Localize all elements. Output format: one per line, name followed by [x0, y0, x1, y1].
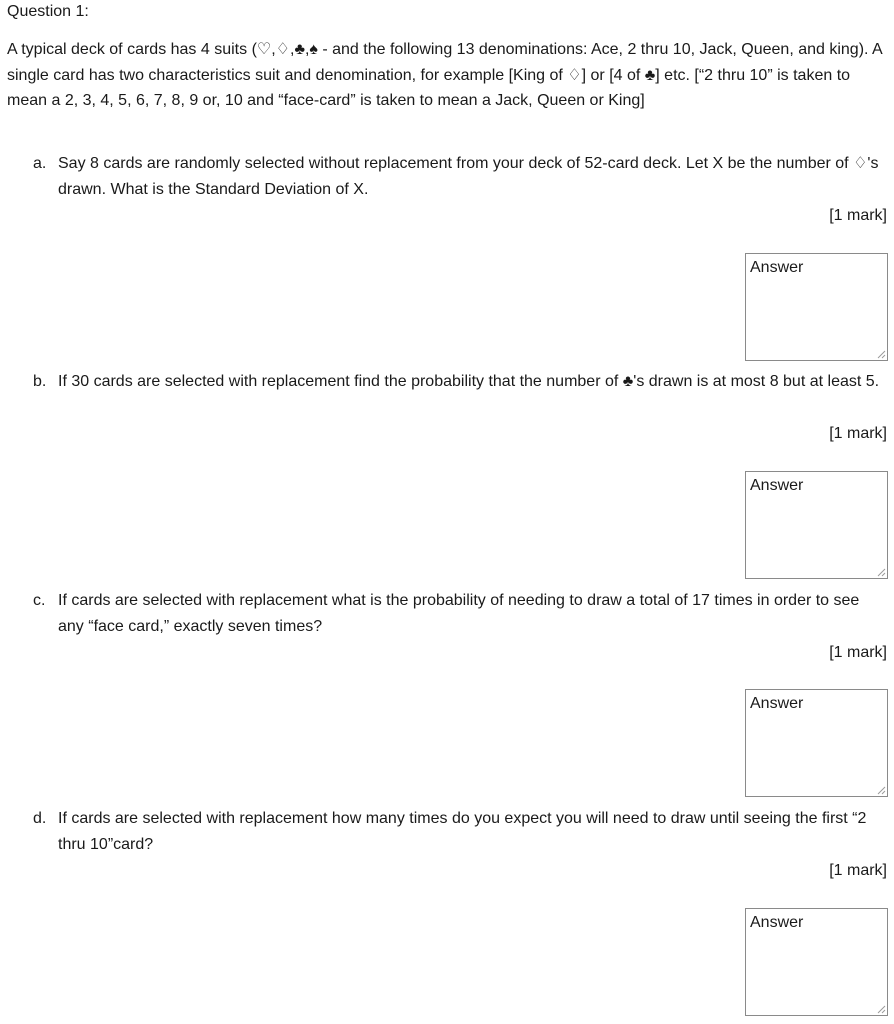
answer-input[interactable] [745, 689, 888, 797]
answer-input[interactable] [745, 253, 888, 361]
resize-grip-icon[interactable] [877, 350, 886, 359]
question-title: Question 1: [7, 3, 89, 20]
answer-input[interactable] [745, 471, 888, 579]
part-question-text: If 30 cards are selected with replacement find the probability that the number of ♣'s drawn is at most 8 but at least 5. [58, 373, 880, 390]
part-letter: a. [33, 155, 47, 172]
answer-placeholder: Answer [750, 695, 804, 712]
answer-input[interactable] [745, 908, 888, 1016]
part-letter: b. [33, 373, 47, 390]
part-letter: c. [33, 592, 46, 609]
mark-label: [1 mark] [829, 425, 887, 442]
mark-label: [1 mark] [829, 644, 887, 661]
part-letter: d. [33, 810, 47, 827]
question-intro: A typical deck of cards has 4 suits (♡,♢,♣,♠ - and the following 13 denominations: Ace, 2 thru 10, Jack, Queen, and king). A single card has two characteristics suit and denomination, for example [King of ♢] or [4 of ♣] etc. [“2 thru 10” is taken to mean a 2, 3, 4, 5, 6, 7, 8, 9 or, 10 and “face-card” is taken to mean a Jack, Queen or King] [7, 41, 882, 109]
answer-placeholder: Answer [750, 914, 804, 931]
resize-grip-icon[interactable] [877, 1005, 886, 1014]
part-question-text: If cards are selected with replacement what is the probability of needing to draw a total of 17 times in order to see any “face card,” exactly seven times? [58, 592, 860, 635]
mark-label: [1 mark] [829, 207, 887, 224]
answer-placeholder: Answer [750, 477, 804, 494]
resize-grip-icon[interactable] [877, 786, 886, 795]
mark-label: [1 mark] [829, 862, 887, 879]
answer-placeholder: Answer [750, 259, 804, 276]
part-question-text: Say 8 cards are randomly selected without replacement from your deck of 52-card deck. Let X be the number of ♢'s drawn. What is the Standard Deviation of X. [58, 155, 879, 198]
part-question-text: If cards are selected with replacement how many times do you expect you will need to draw until seeing the first “2 thru 10”card? [58, 810, 867, 853]
resize-grip-icon[interactable] [877, 568, 886, 577]
